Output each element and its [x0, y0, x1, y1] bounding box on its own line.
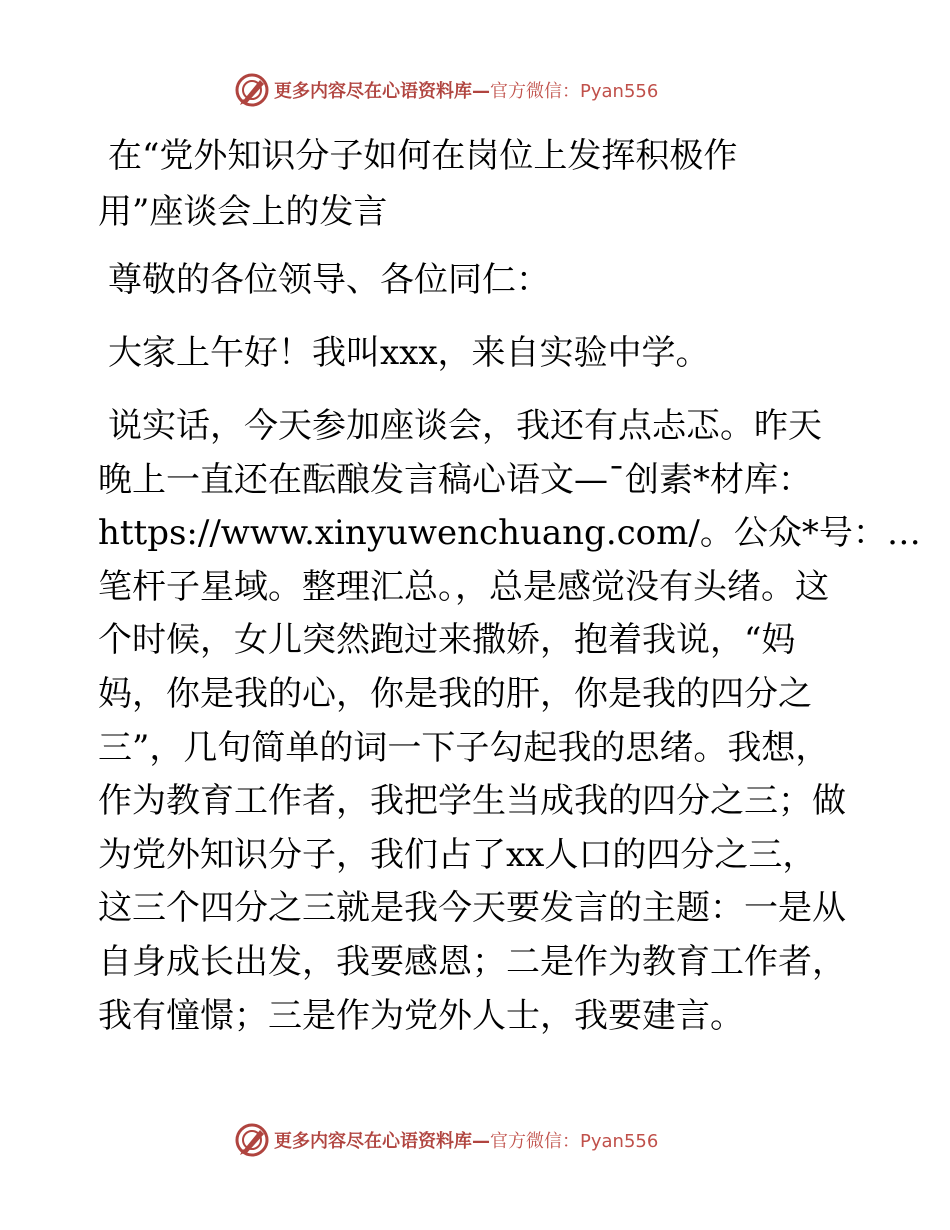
body-line: https://www.xinyuwenchuang.com/。公众*号：…: [98, 513, 921, 554]
title-line-2: 用”座谈会上的发言: [98, 192, 388, 232]
body-line: 这三个四分之三就是我今天要发言的主题：一是从: [98, 888, 846, 929]
body-line: 为党外知识分子，我们占了xx人口的四分之三，: [98, 834, 817, 875]
body-line: 作为教育工作者，我把学生当成我的四分之三；做: [98, 781, 846, 822]
document-title: [98, 128, 858, 240]
pen-logo-icon: [234, 1122, 270, 1158]
body-line: 三”，几句简单的词一下子勾起我的思绪。我想，: [98, 727, 830, 768]
title-line-1: 在“党外知识分子如何在岗位上发挥积极作: [108, 136, 738, 176]
header-banner-text: 更多内容尽在心语资料库—: [274, 81, 490, 102]
footer-banner-text: 更多内容尽在心语资料库—: [274, 1131, 490, 1152]
body-line: 我有憧憬；三是作为党外人士，我要建言。: [98, 995, 744, 1036]
footer-banner-contact: 官方微信：Pyan556: [490, 1131, 659, 1152]
intro-paragraph: 大家上午好！我叫xxx，来自实验中学。: [108, 333, 710, 373]
main-paragraph: [98, 400, 921, 1043]
greeting-paragraph: 尊敬的各位领导、各位同仁：: [108, 260, 550, 300]
body-line: 晚上一直还在酝酿发言稿心语文—¯创素*材库：: [98, 459, 812, 500]
footer-watermark-banner: [234, 1120, 734, 1160]
body-line: 笔杆子星域。整理汇总。，总是感觉没有头绪。这: [98, 566, 829, 607]
body-line: 自身成长出发，我要感恩；二是作为教育工作者，: [98, 941, 846, 982]
body-line: 个时候，女儿突然跑过来撒娇，抱着我说，“妈: [98, 620, 796, 661]
body-line: 说实话，今天参加座谈会，我还有点忐忑。昨天: [108, 406, 822, 446]
body-line: 妈，你是我的心，你是我的肝，你是我的四分之: [98, 673, 812, 714]
pen-logo-icon: [234, 72, 270, 108]
header-banner-contact: 官方微信：Pyan556: [490, 81, 659, 102]
header-watermark-banner: [234, 70, 734, 110]
